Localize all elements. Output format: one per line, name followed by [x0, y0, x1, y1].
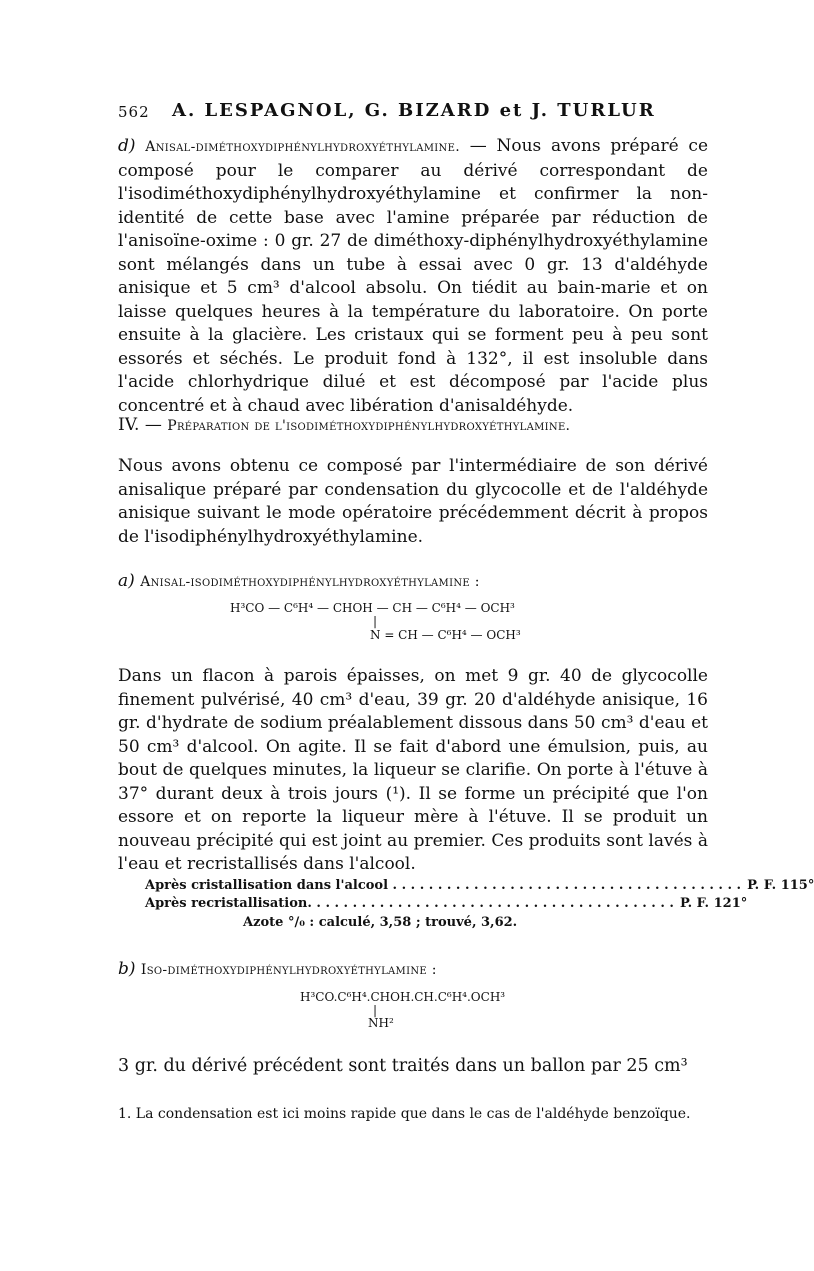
section-d-title: Anisal-diméthoxydiphénylhydroxyéthylamine. — [145, 139, 460, 155]
azote-line: Azote °/₀ : calculé, 3,58 ; trouvé, 3,62. — [243, 915, 518, 930]
table-row-label: Après cristallisation dans l'alcool — [145, 878, 389, 893]
section-a-formula-bond: | — [373, 614, 378, 628]
section-iv-paragraph: Nous avons obtenu ce composé par l'intermédiaire de son dérivé anisalique préparé par condensation du glycocolle et de l'aldéhyde anisique suivant le mode opératoire précédemment décrit à propos de l'isodiphénylhydroxyéthylamine. — [118, 456, 708, 547]
table-row — [145, 895, 748, 913]
section-b-formula-line1: H³CO.C⁶H⁴.CHOH.CH.C⁶H⁴.OCH³ — [300, 990, 506, 1004]
section-a-marker: a) — [118, 571, 135, 591]
table-row-value: P. F. 121° — [679, 896, 748, 911]
section-a-formula-line2: N = CH — C⁶H⁴ — OCH³ — [370, 628, 521, 642]
section-b-title: Iso-diméthoxydiphénylhydroxyéthylamine : — [140, 962, 437, 978]
section-b-formula-line2: NH² — [368, 1016, 394, 1030]
leader-dots: . . . . . . . . . . . . . . . . . . . . . . . . . . . . . . . . . . . . . . . — [388, 878, 742, 893]
section-a-paragraph: Dans un flacon à parois épaisses, on met 9 gr. 40 de glycocolle finement pulvérisé, 40 cm³ d'eau, 39 gr. 20 d'aldéhyde anisique, 16 gr. d'hydrate de sodium préalablement dissous dans 50 cm³ d'eau et 50 cm³ d'alcool. On agite. Il se fait d'abord une émulsion, puis, au bout de quelques minutes, la liqueur se clarifie. On porte à l'étuve à 37° durant deux à trois jours (¹). Il se forme un précipité que l'on essore et on reporte la liqueur mère à l'étuve. Il se produit un nouveau précipité qui est joint au premier. Ces produits sont lavés à l'eau et recristallisés dans l'alcool. — [118, 666, 708, 874]
header-authors: A. LESPAGNOL, G. BIZARD et J. TURLUR — [172, 100, 656, 121]
section-b-formula-bond: | — [373, 1003, 378, 1017]
section-b-heading — [118, 958, 708, 983]
melting-point-table — [145, 877, 814, 913]
section-a-formula-line1: H³CO — C⁶H⁴ — CHOH — CH — C⁶H⁴ — OCH³ — [230, 601, 515, 615]
section-a-heading — [118, 570, 708, 595]
section-a-title: Anisal-isodiméthoxydiphénylhydroxyéthylamine : — [140, 574, 480, 590]
section-iv-title: Préparation de l'isodiméthoxydiphénylhydroxyéthylamine. — [167, 418, 571, 434]
page-number: 562 — [118, 103, 150, 121]
running-header — [118, 100, 708, 128]
table-row — [145, 877, 814, 895]
section-b-paragraph: 3 gr. du dérivé précédent sont traités dans un ballon par 25 cm³ — [118, 1056, 688, 1076]
section-iv-heading — [118, 414, 708, 439]
section-iv-number: IV. — — [118, 415, 162, 435]
leader-dots: . . . . . . . . . . . . . . . . . . . . . . . . . . . . . . . . . . . . . . . . . — [307, 896, 674, 911]
footnote: 1. La condensation est ici moins rapide que dans le cas de l'aldéhyde benzoïque. — [118, 1106, 691, 1122]
section-b-marker: b) — [118, 959, 136, 979]
table-row-value: P. F. 115° — [747, 878, 814, 893]
section-d-paragraph — [118, 135, 708, 418]
section-d-marker: d) — [118, 136, 136, 156]
section-d-text: — Nous avons préparé ce composé pour le comparer au dérivé correspondant de l'isodiméthoxydiphénylhydroxyéthylamine et confirmer la non-identité de cette base avec l'amine préparée par réduction de l'anisoïne-oxime : 0 gr. 27 de diméthoxy-diphénylhydroxyéthylamine sont mélangés dans un tube à essai avec 0 gr. 13 d'aldéhyde anisique et 5 cm³ d'alcool absolu. On tiédit au bain-marie et on laisse quelques heures à la température du laboratoire. On porte ensuite à la glacière. Les cristaux qui se forment peu à peu sont essorés et séchés. Le produit fond à 132°, il est insoluble dans l'acide chlorhydrique dilué et est décomposé par l'acide plus concentré et à chaud avec libération d'anisaldéhyde. — [118, 136, 709, 416]
table-row-label: Après recristallisation — [145, 896, 308, 911]
